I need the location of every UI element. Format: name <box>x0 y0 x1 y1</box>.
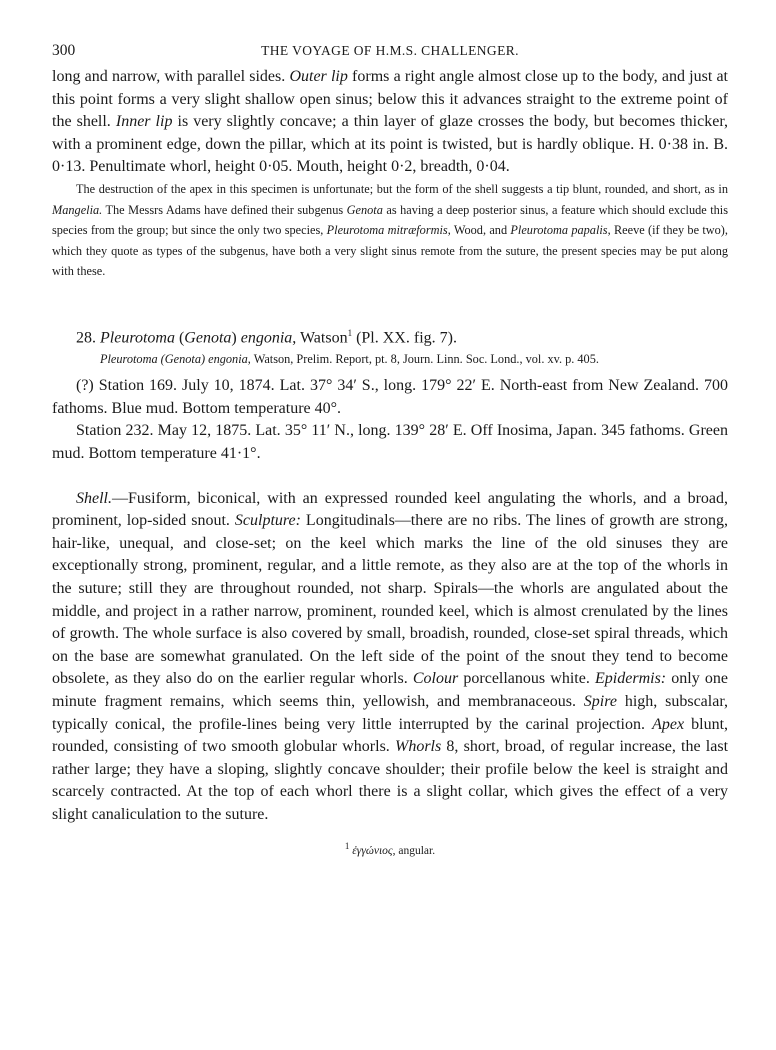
running-title: THE VOYAGE OF H.M.S. CHALLENGER. <box>261 43 519 58</box>
term-sculpture: Sculpture: <box>234 512 301 530</box>
species-heading: 28. Pleurotoma (Genota) engonia, Watson$^1$ (Pl. XX. fig. 7). <box>76 327 457 347</box>
plate-reference: (Pl. XX. fig. 7). <box>356 329 457 347</box>
term-shell: Shell. <box>76 489 112 507</box>
remark-note <box>52 179 728 282</box>
page-header <box>52 42 728 66</box>
term-colour: Colour <box>412 670 459 688</box>
species-author: Watson <box>299 329 348 347</box>
species-name: Pleurotoma papalis <box>510 223 608 238</box>
term-spire: Spire <box>583 692 617 710</box>
term-epidermis: Epidermis: <box>595 670 667 688</box>
footnote-gloss: , angular. <box>392 844 436 857</box>
text-span: , Reeve (if they be two), which they quote as types of the subgenus, have both a very slight sinus remote from the suture, the present species may be put along with these. <box>52 223 728 279</box>
station-records <box>52 375 728 465</box>
greek-word: ἐγγώνιος <box>352 844 393 857</box>
text-span: blunt, rounded, consisting of two smooth globular whorls. <box>52 715 729 756</box>
text-span: —Fusiform, biconical, with an expressed rounded keel angulating the whorls, and a broad, prominent, lop-sided snout. <box>52 489 728 530</box>
genus-mangelia: Mangelia. <box>52 202 103 217</box>
text-span: , Wood, and <box>447 223 511 238</box>
footnote-mark: 1 <box>344 840 350 851</box>
footnote <box>52 841 728 857</box>
text-span: high, subscalar, typically conical, the profile-lines being very little interrupted by the carinal projection. <box>52 692 729 733</box>
text-span: forms a right angle almost close up to the body, and just at this point forms a very slight shallow open sinus; below this it advances straight to the extreme point of the shell. <box>52 68 729 131</box>
page <box>52 42 728 856</box>
term-apex: Apex <box>652 715 685 733</box>
text-span: only one minute fragment remains, which seems thin, yellowish, and membranaceous. <box>52 670 729 710</box>
text-span: is very slightly concave; a thin layer of glaze crosses the body, but becomes thicker, with a prominent edge, down the pillar, which at its point is twisted, but is hardly oblique. H. 0·38 in. B. 0·13. Penultimate whorl, height 0·05. Mouth, height 0·2, breadth, 0·04. <box>52 113 729 176</box>
text-span: The destruction of the apex in this specimen is unfortunate; but the form of the shell suggests a tip blunt, rounded, and short, as in <box>76 181 728 196</box>
species-subgenus: Genota <box>184 329 232 347</box>
footnote-mark: 1 <box>347 327 353 338</box>
term-whorls: Whorls <box>395 738 442 756</box>
page-number: 300 <box>52 42 76 59</box>
subgenus-genota: Genota <box>346 202 383 217</box>
text-span: long and narrow, with parallel sides. <box>52 68 290 85</box>
literature-reference <box>100 349 728 369</box>
ref-species-name: Pleurotoma (Genota) engonia <box>100 352 248 367</box>
text-span: as having a deep posterior sinus, a feature which should exclude this species from the group; but since the only two species, <box>52 202 728 238</box>
species-number: 28. <box>76 329 96 347</box>
description-continued <box>52 66 728 179</box>
shell-description <box>52 488 728 827</box>
station-record: (?) Station 169. July 10, 1874. Lat. 37° 34′ S., long. 179° 22′ E. North-east from New Zealand. 700 fathoms. Blue mud. Bottom temperature 40°. <box>52 377 728 417</box>
text-span: The Messrs Adams have defined their subgenus <box>102 202 347 217</box>
species-name: Pleurotoma mitræformis <box>326 223 448 238</box>
ref-citation: , Watson, Prelim. Report, pt. 8, Journ. Linn. Soc. Lond., vol. xv. p. 405. <box>247 352 599 367</box>
species-epithet: engonia <box>240 329 293 347</box>
text-span: Longitudinals—there are no ribs. The lines of growth are strong, hair-like, unequal, and close-set; on the keel which marks the line of the old sinuses they are exceptionally strong, prominent, regular, and a little remote, as they also are at the top of the whorls in the suture; still they are throughout rounded, not sharp. Spirals—the whorls are angulated about the middle, and project in a rather narrow, prominent, rounded keel, which is almost crenulated by the lines of growth. The whole surface is also covered by small, broadish, rounded, close-set spiral threads, which on the base are somewhat granulated. On the left side of the point of the snout they tend to become obsolete, as they also do on the earlier regular whorls. <box>52 512 728 688</box>
text-span: porcellanous white. <box>458 670 596 688</box>
term-outer-lip: Outer lip <box>289 68 348 85</box>
text-span: 8, short, broad, of regular increase, the last rather large; they have a sloping, slightly concave shoulder; their profile below the keel is straight and scarcely contracted. At the top of each whorl there is a slight collar, which gives the effect of a very slight canaliculation to the suture. <box>52 738 729 823</box>
term-inner-lip: Inner lip <box>115 113 173 131</box>
station-record: Station 232. May 12, 1875. Lat. 35° 11′ N., long. 139° 28′ E. Off Inosima, Japan. 345 fathoms. Green mud. Bottom temperature 41·1°. <box>52 422 728 463</box>
species-genus: Pleurotoma <box>100 329 175 347</box>
